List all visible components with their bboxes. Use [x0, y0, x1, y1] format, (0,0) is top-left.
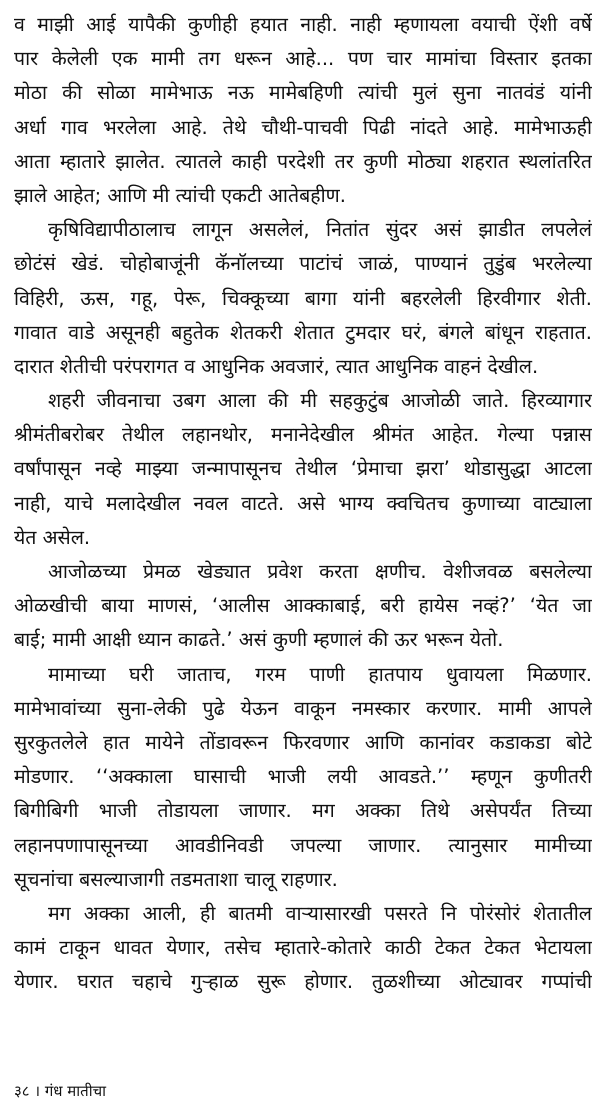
text-line: सूचनांचा बसल्याजागी तडमताशा चालू राहणार.: [14, 867, 338, 891]
text-line: मोडणार. ‘‘अक्काला घासाची भाजी लयी आवडते.’’ म्हणून कुणीतरी: [14, 765, 592, 789]
paragraph-start-line: कृषिविद्यापीठालाच लागून असलेलं, नितांत सुंदर असं झाडीत लपलेलं: [48, 218, 592, 242]
paragraph-start-line: मामाच्या घरी जाताच, गरम पाणी हातपाय धुवायला मिळणार.: [48, 662, 592, 686]
text-line: विहिरी, ऊस, गहू, पेरू, चिक्कूच्या बागा यांनी बहरलेली हिरवीगार शेती.: [14, 286, 592, 310]
page-footer: [14, 1080, 106, 1102]
paragraph-start-line: मग अक्का आली, ही बातमी वाऱ्यासारखी पसरते नि पोरंसोरं शेतातील: [48, 901, 592, 925]
text-line: आता म्हातारे झालेत. त्यातले काही परदेशी तर कुणी मोठ्या शहरात स्थलांतरित: [14, 149, 592, 173]
text-line: छोटंसं खेडं. चोहोबाजूंनी कॅनॉलच्या पाटांचं जाळं, पाण्यानं तुडुंब भरलेल्या: [14, 252, 592, 276]
text-line: पार केलेली एक मामी तग धरून आहे... पण चार मामांचा विस्तार इतका: [14, 47, 592, 71]
footer-separator: ।: [34, 1082, 41, 1100]
text-line: गावात वाडे असूनही बहुतेक शेतकरी शेतात टुमदार घरं, बंगले बांधून राहतात.: [14, 320, 592, 344]
paragraph-start-line: आजोळच्या प्रेमळ खेड्यात प्रवेश करता क्षणीच. वेशीजवळ बसलेल्या: [48, 560, 592, 583]
text-line: नाही, याचे मलादेखील नवल वाटते. असे भाग्य क्वचितच कुणाच्या वाट्याला: [14, 491, 592, 515]
text-line: मामेभावांच्या सुना-लेकी पुढे येऊन वाकून नमस्कार करणार. मामी आपले: [14, 696, 592, 720]
text-line: बाई; मामी आक्षी ध्यान काढते.’ असं कुणी म्हणालं की ऊर भरून येतो.: [14, 628, 504, 652]
book-title: गंध मातीचा: [44, 1082, 106, 1100]
text-line: येत असेल.: [14, 525, 91, 549]
text-line: श्रीमंतीबरोबर तेथील लहानथोर, मनानेदेखील श्रीमंत आहेत. गेल्या पन्नास: [14, 423, 592, 447]
text-line: कामं टाकून धावत येणार, तसेच म्हातारे-कोतारे काठी टेकत टेकत भेटायला: [14, 936, 592, 960]
page-number: ३८: [14, 1082, 30, 1100]
text-line: अर्धा गाव भरलेला आहे. तेथे चौथी-पाचवी पिढी नांदते आहे. मामेभाऊही: [14, 115, 592, 139]
text-line: झाले आहेत; आणि मी त्यांची एकटी आतेबहीण.: [14, 183, 346, 207]
text-line: सुरकुतलेले हात मायेने तोंडावरून फिरवणार आणि कानांवर कडाकडा बोटे: [14, 730, 592, 754]
body-text: [14, 8, 592, 999]
text-line: बिगीबिगी भाजी तोडायला जाणार. मग अक्का तिथे असेपर्यंत तिच्या: [14, 799, 592, 823]
text-line: दारात शेतीची परंपरागत व आधुनिक अवजारं, त्यात आधुनिक वाहनं देखील.: [14, 354, 539, 378]
text-line: मोठा की सोळा मामेभाऊ नऊ मामेबहिणी त्यांची मुलं सुना नातवंडं यांनी: [14, 81, 592, 105]
text-line: वर्षांपासून नव्हे माझ्या जन्मापासूनच तेथील ‘प्रेमाचा झरा’ थोडासुद्धा आटला: [14, 457, 592, 481]
text-line: व माझी आई यापैकी कुणीही हयात नाही. नाही म्हणायला वयाची ऐंशी वर्षे: [14, 13, 592, 36]
text-line: ओळखीची बाया माणसं, ‘आलीस आक्काबाई, बरी हायेस नव्हं?’ ‘येत जा: [14, 594, 592, 618]
text-line: लहानपणापासूनच्या आवडीनिवडी जपल्या जाणार. त्यानुसार मामीच्या: [14, 833, 592, 857]
text-line: येणार. घरात चहाचे गुऱ्हाळ सुरू होणार. तुळशीच्या ओट्यावर गप्पांची: [14, 970, 592, 994]
paragraph-start-line: शहरी जीवनाचा उबग आला की मी सहकुटुंब आजोळी जाते. हिरव्यागार: [48, 389, 592, 413]
